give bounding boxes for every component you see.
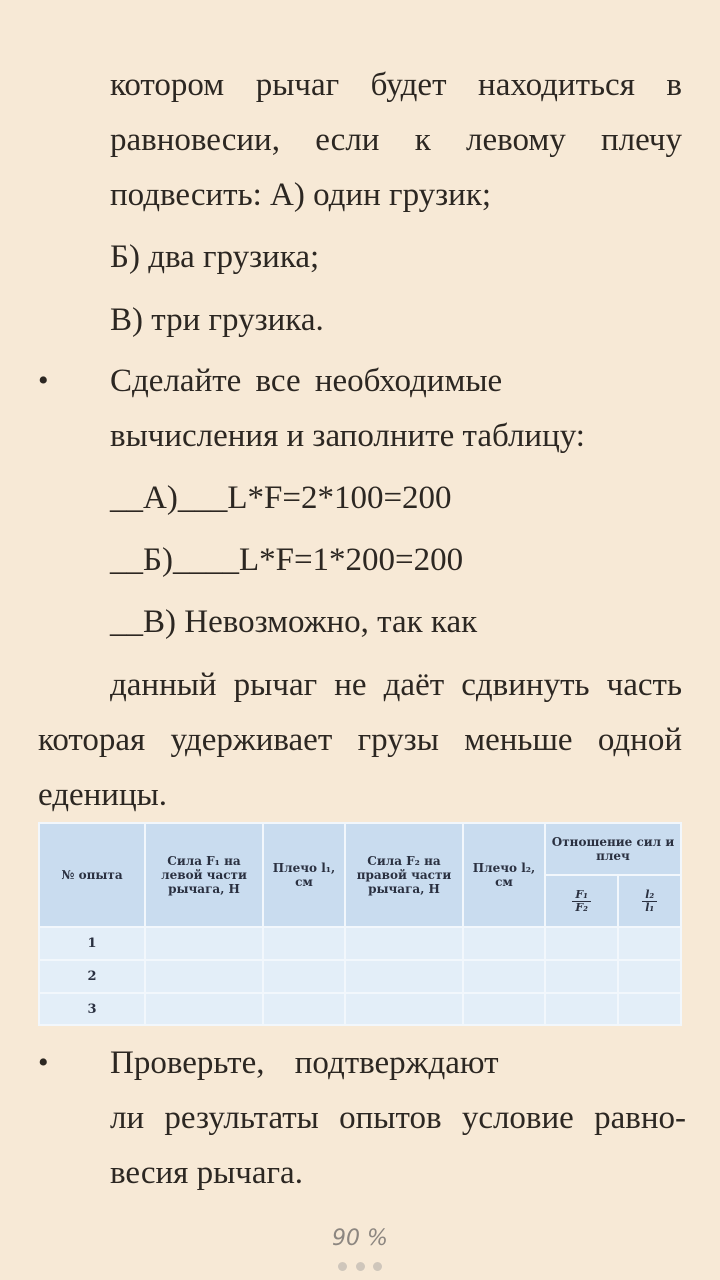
text-line: весия рычага. [110,1155,303,1191]
table-cell [463,927,545,960]
header-experiment: № опыта [39,823,145,927]
text-line: котором рычаг будет находиться в [110,67,682,103]
fraction-denominator: l₁ [645,900,655,914]
experiment-table [38,822,682,1026]
text-line: данный рычаг не даёт сдвинуть часть [110,667,682,703]
header-force-right: Сила F₂ на правой части рычага, Н [345,823,463,927]
table-row [39,960,681,993]
text-line: еденицы. [38,777,168,813]
fraction-arms [642,889,657,914]
fraction-numerator: l₂ [642,889,657,902]
table-cell [263,927,345,960]
fraction-numerator: F₁ [572,889,591,902]
table-cell [145,927,263,960]
text-line: подвесить: А) один грузик; [110,177,492,213]
row-number: 3 [39,993,145,1025]
text-line: Проверьте, подтверждают [110,1045,499,1081]
table-cell [545,993,618,1025]
table-cell [345,993,463,1025]
answer-line-c: __В) Невозможно, так как [110,604,478,640]
dot-icon [356,1262,365,1271]
table-cell [618,960,681,993]
more-menu-icon[interactable] [338,1262,382,1272]
fraction-forces [572,889,591,914]
text-line: которая удерживает грузы меньше одной [38,722,682,758]
bullet-marker: • [38,1046,49,1079]
table-cell [463,960,545,993]
bullet-marker: • [38,364,49,397]
table-cell [545,960,618,993]
table-row [39,993,681,1025]
table-cell [263,960,345,993]
table-cell [145,993,263,1025]
text-line: ли результаты опытов условие равно- [110,1100,686,1136]
table-row [39,927,681,960]
table-cell [618,927,681,960]
row-number: 2 [39,960,145,993]
dot-icon [338,1262,347,1271]
text-line: вычисления и заполните таблицу: [110,418,585,454]
table-cell [545,927,618,960]
table-cell [263,993,345,1025]
table-cell [145,960,263,993]
answer-line-a: __А)___L*F=2*100=200 [110,480,452,516]
header-ratio-forces [545,875,618,927]
header-force-left: Сила F₁ на левой части рычага, Н [145,823,263,927]
table-cell [618,993,681,1025]
text-line: Сделайте все необходимые [110,363,503,399]
row-number: 1 [39,927,145,960]
text-line: В) три грузика. [110,302,324,338]
fraction-denominator: F₂ [575,900,589,914]
answer-line-b: __Б)____L*F=1*200=200 [110,542,464,578]
header-ratio-arms [618,875,681,927]
dot-icon [373,1262,382,1271]
header-ratio-group: Отношение сил и плеч [545,823,681,875]
text-line: равновесии, если к левому плечу [110,122,682,158]
table-cell [345,960,463,993]
header-arm-left: Плечо l₁, см [263,823,345,927]
header-arm-right: Плечо l₂, см [463,823,545,927]
table-cell [463,993,545,1025]
reading-progress: 90 % [332,1226,388,1251]
text-line: Б) два грузика; [110,239,320,275]
table-cell [345,927,463,960]
